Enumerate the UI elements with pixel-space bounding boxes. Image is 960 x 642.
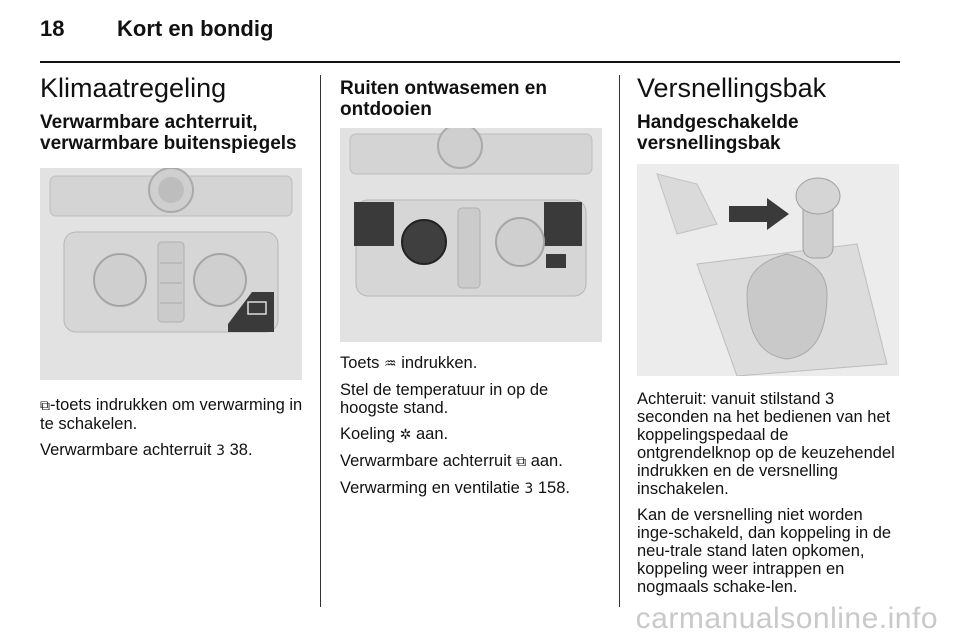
climate-control-panel-image [40, 168, 302, 380]
page-reference-icon: 3 [216, 443, 226, 459]
page-title: Kort en bondig [117, 16, 274, 41]
rear-window-heater-icon: ⧉ [40, 398, 50, 414]
step-cooling: Koeling ✲ aan. [340, 425, 449, 443]
reverse-gear-fallback: Kan de versnelling niet worden inge-schakeld, dan koppeling in de neu-trale stand laten opkomen, koppeling weer intrappen en nogmaals schake-len. [637, 506, 892, 596]
section-heading: Versnellingsbak [637, 73, 827, 103]
heating-reference: Verwarming en ventilatie 3 158. [340, 479, 570, 497]
windscreen-defrost-icon: ♒ [384, 356, 397, 372]
watermark: carmanualsonline.info [635, 602, 938, 635]
step-rear-heater: Verwarmbare achterruit ⧉ aan. [340, 452, 563, 470]
rear-heater-reference: Verwarmbare achterruit 3 38. [40, 441, 253, 459]
page-reference-icon: 3 [524, 481, 534, 497]
column-ruiten-ontwasemen [340, 78, 606, 506]
rear-heater-instruction: ⧉-toets indrukken om verwarming in te schakelen. [40, 396, 303, 433]
air-conditioning-icon: ✲ [399, 427, 412, 443]
subsection-heading: Verwarmbare achterruit, verwarmbare buitenspiegels [40, 112, 297, 154]
section-heading: Klimaatregeling [40, 73, 227, 103]
reverse-gear-instruction: Achteruit: vanuit stilstand 3 seconden na het bedienen van het koppelingspedaal de ontgrendelknop op de keuzehendel indrukken en de versnelling inschakelen. [637, 390, 895, 498]
column-divider-2 [619, 75, 620, 607]
column-divider-1 [320, 75, 321, 607]
column-klimaatregeling [40, 72, 306, 468]
header-rule [40, 61, 900, 63]
page-number: 18 [40, 16, 65, 41]
subsection-heading: Handgeschakelde versnellingsbak [637, 112, 799, 154]
rear-window-heater-icon: ⧉ [516, 454, 527, 470]
subsection-heading: Ruiten ontwasemen en ontdooien [340, 78, 547, 120]
defrost-controls-image [340, 128, 602, 342]
step-set-temperature: Stel de temperatuur in op de hoogste stand. [340, 381, 549, 417]
gear-lever-image [637, 164, 899, 376]
step-press-button: Toets ♒ indrukken. [340, 354, 478, 372]
column-versnellingsbak [637, 72, 901, 604]
